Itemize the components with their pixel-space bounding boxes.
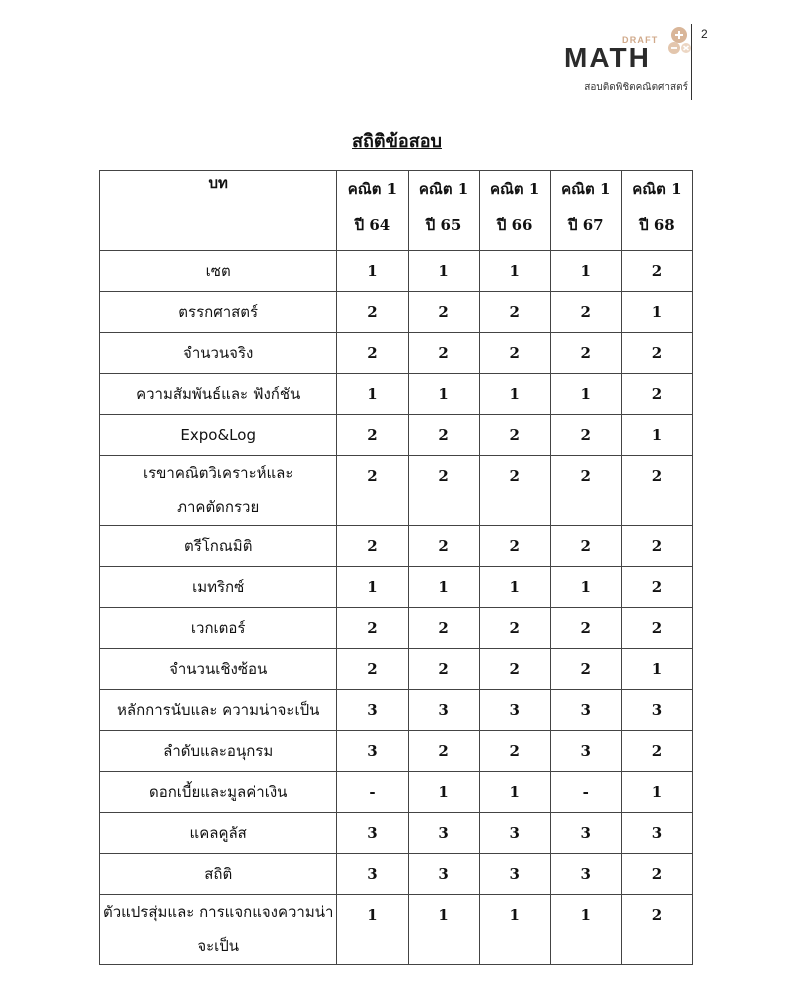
header-year-64 [337, 171, 408, 251]
count-cell: 3 [479, 690, 550, 731]
chapter-cell: หลักการนับและ ความน่าจะเป็น [100, 690, 337, 731]
table-row [100, 415, 693, 456]
table-row [100, 292, 693, 333]
count-cell: 2 [621, 567, 692, 608]
count-cell: 3 [337, 690, 408, 731]
count-cell: 1 [408, 374, 479, 415]
header-subject: คณิต 1 [347, 180, 398, 198]
count-cell: 2 [621, 854, 692, 895]
header-year-66 [479, 171, 550, 251]
count-cell: 2 [621, 251, 692, 292]
chapter-cell: Expo&Log [100, 415, 337, 456]
count-cell: 2 [621, 526, 692, 567]
draft-math-logo [562, 28, 688, 100]
page-title: สถิติข้อสอบ [352, 131, 442, 152]
header-year-65 [408, 171, 479, 251]
count-cell: 2 [479, 292, 550, 333]
count-cell: 3 [408, 854, 479, 895]
table-row [100, 608, 693, 649]
chapter-cell: ความสัมพันธ์และ ฟังก์ชัน [100, 374, 337, 415]
table-row [100, 333, 693, 374]
count-cell: 2 [408, 608, 479, 649]
count-cell: 2 [337, 456, 408, 526]
count-cell: 2 [408, 649, 479, 690]
header-subject: คณิต 1 [489, 180, 540, 198]
chapter-cell: สถิติ [100, 854, 337, 895]
count-cell: 3 [621, 813, 692, 854]
count-cell: 1 [408, 772, 479, 813]
count-cell: 2 [408, 456, 479, 526]
chapter-cell: จำนวนจริง [100, 333, 337, 374]
count-cell: 2 [337, 526, 408, 567]
count-cell: 2 [408, 333, 479, 374]
count-cell: 3 [337, 731, 408, 772]
chapter-cell: ตรีโกณมิติ [100, 526, 337, 567]
count-cell: 1 [337, 251, 408, 292]
table-row [100, 251, 693, 292]
table-row [100, 772, 693, 813]
count-cell: 2 [550, 456, 621, 526]
count-cell: 2 [408, 415, 479, 456]
count-cell: 2 [337, 415, 408, 456]
count-cell: 2 [408, 292, 479, 333]
header-subject: คณิต 1 [632, 180, 682, 198]
count-cell: 2 [479, 333, 550, 374]
table-row [100, 854, 693, 895]
chapter-cell: เซต [100, 251, 337, 292]
count-cell: 3 [550, 690, 621, 731]
count-cell: 2 [337, 292, 408, 333]
count-cell: 1 [408, 895, 479, 965]
header-chapter: บท [100, 171, 337, 251]
count-cell: 1 [550, 895, 621, 965]
count-cell: 2 [550, 292, 621, 333]
count-cell: 2 [408, 526, 479, 567]
count-cell: 3 [621, 690, 692, 731]
count-cell: 2 [621, 456, 692, 526]
table-row [100, 567, 693, 608]
chapter-cell: ดอกเบี้ยและมูลค่าเงิน [100, 772, 337, 813]
count-cell: 1 [408, 251, 479, 292]
count-cell: 3 [479, 813, 550, 854]
count-cell: 2 [479, 526, 550, 567]
page-number: 2 [701, 27, 708, 41]
count-cell: 2 [621, 374, 692, 415]
count-cell: 2 [621, 608, 692, 649]
count-cell: 1 [621, 772, 692, 813]
count-cell: 2 [550, 526, 621, 567]
table-row [100, 895, 693, 965]
header-year: ปี 68 [639, 216, 675, 234]
count-cell: 2 [408, 731, 479, 772]
header-year: ปี 66 [496, 216, 533, 234]
count-cell: 2 [550, 415, 621, 456]
chapter-cell: ตรรกศาสตร์ [100, 292, 337, 333]
count-cell: 1 [621, 649, 692, 690]
count-cell: 1 [408, 567, 479, 608]
count-cell: 1 [479, 374, 550, 415]
header-year-68 [621, 171, 692, 251]
count-cell: 3 [479, 854, 550, 895]
chapter-cell: ลำดับและอนุกรม [100, 731, 337, 772]
count-cell: 2 [621, 333, 692, 374]
count-cell: 2 [479, 731, 550, 772]
count-cell: - [337, 772, 408, 813]
count-cell: 1 [621, 292, 692, 333]
chapter-cell: เมทริกซ์ [100, 567, 337, 608]
table-row [100, 374, 693, 415]
chapter-cell: ตัวแปรสุ่มและ การแจกแจงความน่าจะเป็น [100, 895, 337, 965]
count-cell: 1 [479, 895, 550, 965]
chapter-cell: จำนวนเชิงซ้อน [100, 649, 337, 690]
count-cell: 1 [479, 772, 550, 813]
count-cell: 2 [479, 415, 550, 456]
count-cell: 1 [621, 415, 692, 456]
header-year: ปี 64 [354, 216, 391, 234]
count-cell: 2 [479, 608, 550, 649]
count-cell: 3 [337, 854, 408, 895]
count-cell: 3 [550, 813, 621, 854]
count-cell: 3 [550, 854, 621, 895]
count-cell: 2 [550, 649, 621, 690]
count-cell: 2 [337, 333, 408, 374]
count-cell: 2 [550, 608, 621, 649]
count-cell: 2 [550, 333, 621, 374]
count-cell: 3 [337, 813, 408, 854]
count-cell: 2 [621, 731, 692, 772]
count-cell: 2 [621, 895, 692, 965]
count-cell: 1 [479, 567, 550, 608]
table-row [100, 690, 693, 731]
header-subject: คณิต 1 [418, 180, 469, 198]
table-row [100, 456, 693, 526]
count-cell: 1 [337, 374, 408, 415]
count-cell: 3 [408, 813, 479, 854]
count-cell: 1 [550, 251, 621, 292]
chapter-cell: เรขาคณิตวิเคราะห์และ ภาคตัดกรวย [100, 456, 337, 526]
chapter-cell: แคลคูลัส [100, 813, 337, 854]
logo-tagline: สอบติดพิชิตคณิตศาสตร์ [584, 82, 688, 93]
header-year-67 [550, 171, 621, 251]
count-cell: 1 [337, 567, 408, 608]
count-cell: 2 [337, 608, 408, 649]
header-year: ปี 67 [567, 216, 604, 234]
count-cell: 3 [550, 731, 621, 772]
logo-brand-text: MATH [564, 42, 651, 73]
header-year: ปี 65 [425, 216, 462, 234]
exam-stats-table [99, 170, 693, 965]
table-row [100, 526, 693, 567]
logo-draft-text: DRAFT [622, 35, 659, 45]
count-cell: 2 [337, 649, 408, 690]
table-row [100, 813, 693, 854]
count-cell: 1 [479, 251, 550, 292]
count-cell: 1 [550, 374, 621, 415]
count-cell: - [550, 772, 621, 813]
count-cell: 1 [550, 567, 621, 608]
count-cell: 1 [337, 895, 408, 965]
math-symbols-icon [666, 26, 692, 60]
count-cell: 2 [479, 649, 550, 690]
count-cell: 2 [479, 456, 550, 526]
table-row [100, 649, 693, 690]
table-row [100, 731, 693, 772]
count-cell: 3 [408, 690, 479, 731]
chapter-cell: เวกเตอร์ [100, 608, 337, 649]
header-subject: คณิต 1 [561, 180, 611, 198]
table-header-row [100, 171, 693, 251]
